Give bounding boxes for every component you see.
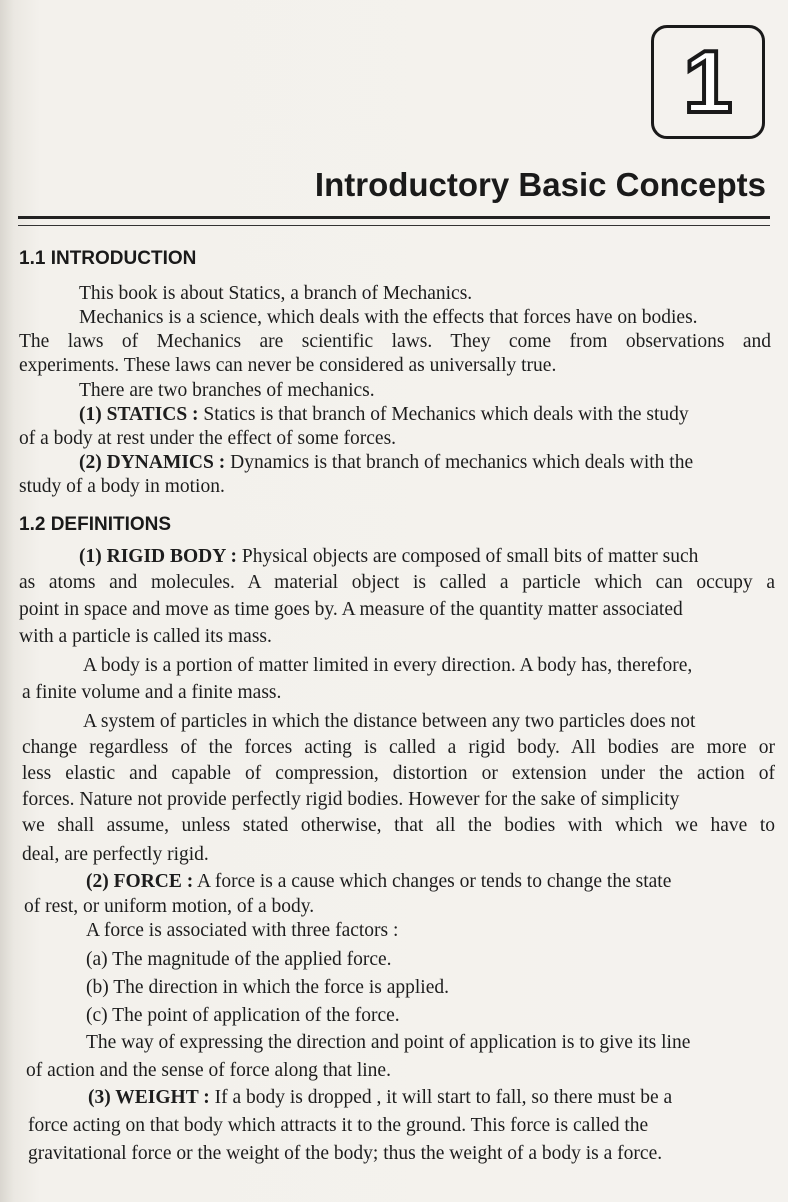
statics-line-2: of a body at rest under the effect of some forces.: [19, 428, 397, 449]
mechanics-line-1: Mechanics is a science, which deals with the effects that forces have on bodies.: [79, 307, 698, 328]
system-line-1: A system of particles in which the distance between any two particles does not: [83, 711, 696, 732]
statics-line-1: [79, 405, 689, 425]
factor-a: (a) The magnitude of the applied force.: [86, 949, 392, 970]
mechanics-line-2: [19, 332, 771, 352]
weight-text: If a body is dropped , it will start to fall, so there must be a: [214, 1087, 673, 1108]
statics-label: (1) STATICS :: [79, 404, 199, 425]
chapter-number-box: [651, 25, 765, 139]
weight-label: (3) WEIGHT :: [88, 1087, 210, 1108]
rigid-line-2-text: as atoms and molecules. A material object is called a particle which can occupy a: [19, 572, 775, 593]
rigid-line-4: with a particle is called its mass.: [19, 626, 272, 647]
weight-line-3: gravitational force or the weight of the body; thus the weight of a body is a force.: [28, 1143, 663, 1164]
dynamics-label: (2) DYNAMICS :: [79, 452, 226, 473]
rigid-line-3: point in space and move as time goes by. A measure of the quantity matter associated: [19, 599, 683, 620]
rigid-line-2: [19, 573, 775, 593]
force-text: A force is a cause which changes or tends to change the state: [197, 871, 672, 892]
factor-c: (c) The point of application of the force.: [86, 1005, 400, 1026]
system-line-5-text: we shall assume, unless stated otherwise, that all the bodies with which we have to: [22, 815, 775, 836]
section-heading-introduction: 1.1 INTRODUCTION: [19, 248, 197, 269]
rigid-label: (1) RIGID BODY :: [79, 546, 237, 567]
weight-line-1: [88, 1088, 672, 1108]
mechanics-line-2-text: The laws of Mechanics are scientific laws. They come from observations and: [19, 331, 771, 352]
statics-text: Statics is that branch of Mechanics which deals with the study: [203, 404, 689, 425]
system-line-2-text: change regardless of the forces acting is called a rigid body. All bodies are more or: [22, 737, 775, 758]
weight-line-2: force acting on that body which attracts it to the ground. This force is called the: [28, 1115, 649, 1136]
force-line-1: [86, 872, 671, 892]
system-line-2: [22, 738, 775, 758]
title-rule-thick: [18, 216, 770, 219]
way-line-2: of action and the sense of force along that line.: [26, 1060, 391, 1081]
title-rule-thin: [18, 225, 770, 226]
force-label: (2) FORCE :: [86, 871, 194, 892]
dynamics-line-1: [79, 453, 693, 473]
force-factors-line: A force is associated with three factors :: [86, 920, 399, 941]
dynamics-text: Dynamics is that branch of mechanics which deals with the: [230, 452, 694, 473]
mechanics-line-3: experiments. These laws can never be considered as universally true.: [19, 355, 557, 376]
intro-line: This book is about Statics, a branch of Mechanics.: [79, 283, 473, 304]
way-line-1: The way of expressing the direction and point of application is to give its line: [86, 1032, 691, 1053]
system-line-6: deal, are perfectly rigid.: [22, 844, 209, 865]
factor-b: (b) The direction in which the force is applied.: [86, 977, 449, 998]
system-line-5: [22, 816, 775, 836]
dynamics-line-2: study of a body in motion.: [19, 476, 225, 497]
section-heading-definitions: 1.2 DEFINITIONS: [19, 514, 172, 535]
body-line-1: A body is a portion of matter limited in every direction. A body has, therefore,: [83, 655, 693, 676]
chapter-number: 1: [683, 32, 733, 131]
system-line-3-text: less elastic and capable of compression, distortion or extension under the action of: [22, 763, 775, 784]
branches-line: There are two branches of mechanics.: [79, 380, 375, 401]
chapter-title: Introductory Basic Concepts: [314, 166, 766, 203]
force-line-2: of rest, or uniform motion, of a body.: [24, 896, 315, 917]
rigid-line-1: [79, 547, 698, 567]
rigid-text: Physical objects are composed of small bits of matter such: [241, 546, 699, 567]
body-line-2: a finite volume and a finite mass.: [22, 682, 282, 703]
system-line-4: forces. Nature not provide perfectly rigid bodies. However for the sake of simplicity: [22, 789, 680, 810]
system-line-3: [22, 764, 775, 784]
